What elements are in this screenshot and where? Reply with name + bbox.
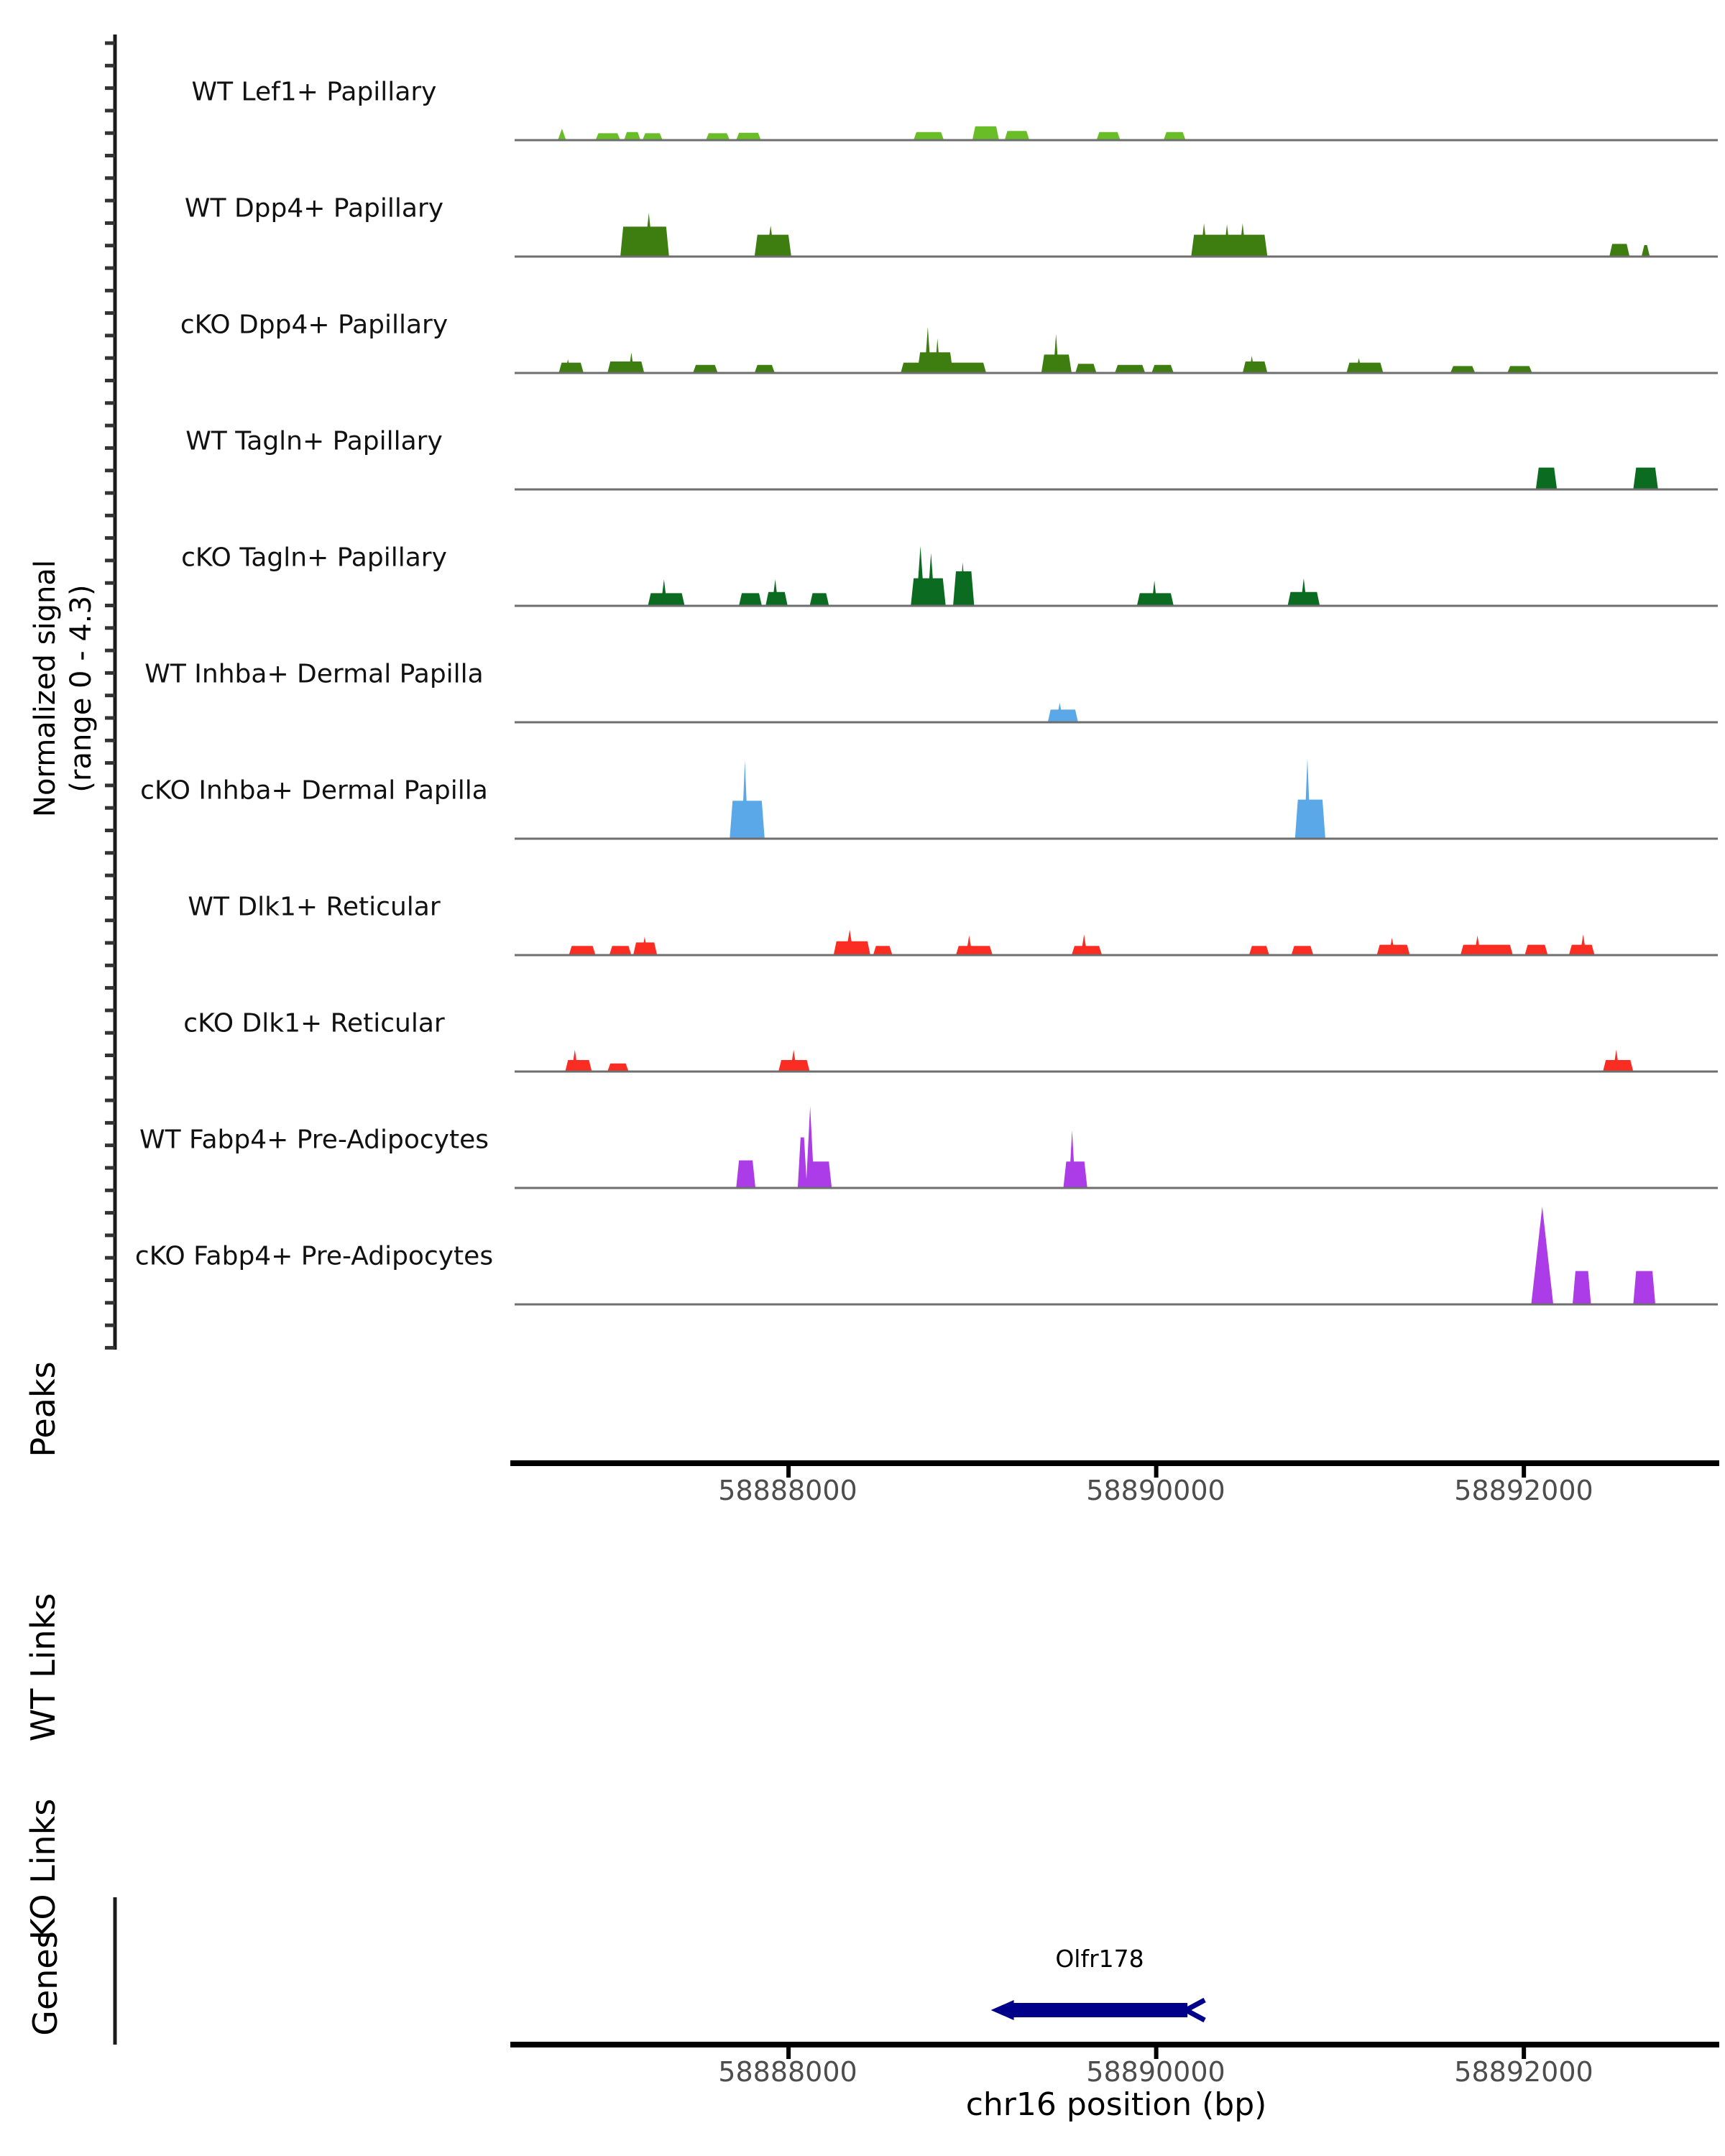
y-axis-tick <box>105 267 115 270</box>
signal-peak <box>1573 1271 1591 1304</box>
signal-peak <box>569 946 595 955</box>
signal-peak <box>1305 758 1311 839</box>
signal-peak <box>1536 468 1557 489</box>
y-axis-tick <box>105 356 115 360</box>
y-axis-tick <box>105 86 115 90</box>
y-axis-tick <box>105 536 115 540</box>
signal-peak <box>1524 945 1547 955</box>
signal-peak <box>1633 468 1658 489</box>
bottom-axis-line <box>510 2042 1719 2047</box>
gene-strand-chevron <box>1186 2000 1205 2020</box>
track-label-wt-inhba: WT Inhba+ Dermal Papilla <box>144 659 484 689</box>
y-axis-tick <box>105 401 115 405</box>
y-axis-tick <box>105 199 115 203</box>
signal-peak <box>1249 946 1269 955</box>
signal-peak <box>736 133 761 140</box>
track-baseline <box>515 139 1718 142</box>
x-axis-title: chr16 position (bp) <box>965 2086 1267 2123</box>
gene-strand-arrowhead <box>991 2000 1014 2020</box>
signal-peak <box>620 226 669 257</box>
signal-peak <box>806 1106 814 1188</box>
y-axis-tick <box>105 1346 115 1350</box>
signal-peak <box>1633 1271 1655 1304</box>
y-axis-tick <box>105 918 115 922</box>
signal-peak <box>1115 365 1145 373</box>
mid-axis-tick-label-1: 58888000 <box>718 1475 857 1506</box>
y-axis-tick <box>105 1279 115 1282</box>
mid-axis-tick-label-3: 58892000 <box>1454 1475 1593 1506</box>
y-axis-tick <box>105 176 115 180</box>
y-axis-tick <box>105 1143 115 1147</box>
track-label-cko-fabp4: cKO Fabp4+ Pre-Adipocytes <box>134 1241 494 1271</box>
track-baseline <box>515 838 1718 840</box>
track-label-wt-dpp4: WT Dpp4+ Papillary <box>184 193 444 224</box>
y-axis-tick <box>105 739 115 742</box>
signal-peak <box>742 760 748 839</box>
y-axis-tick <box>105 1211 115 1215</box>
y-axis-tick <box>105 1324 115 1327</box>
y-axis-tick <box>105 469 115 472</box>
y-axis-tick <box>105 221 115 225</box>
signal-peak <box>624 132 640 140</box>
signal-peak <box>1053 334 1059 373</box>
y-axis-tick <box>105 379 115 382</box>
signal-peak <box>661 579 667 606</box>
signal-peak <box>956 946 993 955</box>
y-axis-tick <box>105 42 115 45</box>
track-baseline <box>515 1071 1718 1073</box>
y-axis-tick <box>105 109 115 112</box>
signal-peak <box>1097 132 1121 140</box>
y-axis-tick <box>105 1256 115 1260</box>
signal-peak <box>1346 363 1383 373</box>
y-axis-title-line1: Normalized signal <box>29 560 62 817</box>
signal-peak <box>873 946 893 955</box>
signal-peak <box>1460 945 1513 955</box>
gene-body <box>1011 2003 1188 2017</box>
signal-peak <box>1151 365 1174 373</box>
y-axis-tick <box>105 581 115 585</box>
y-axis-tick <box>105 289 115 292</box>
y-axis-line <box>114 34 117 1350</box>
signal-peak <box>755 365 775 373</box>
y-axis-tick <box>105 896 115 900</box>
y-axis-tick <box>105 333 115 337</box>
track-baseline <box>515 489 1718 491</box>
bottom-axis-tick-label-2: 58890000 <box>1086 2056 1225 2088</box>
section-label-peaks: Peaks <box>24 1361 63 1457</box>
track-label-cko-inhba: cKO Inhba+ Dermal Papilla <box>140 775 488 806</box>
track-baseline <box>515 1187 1718 1189</box>
signal-peak <box>924 327 931 373</box>
signal-peak <box>558 363 584 373</box>
track-label-wt-lef1: WT Lef1+ Papillary <box>191 77 437 107</box>
track-label-cko-tagln: cKO Tagln+ Papillary <box>181 543 447 573</box>
section-label-ko-links: KO Links <box>24 1798 63 1940</box>
track-label-cko-dlk1: cKO Dlk1+ Reticular <box>183 1008 445 1038</box>
section-label-genes: Genes <box>26 1931 65 2036</box>
track-baseline <box>515 722 1718 724</box>
signal-peak <box>798 1138 807 1188</box>
signal-peak <box>1069 1130 1075 1188</box>
track-baseline <box>515 1304 1718 1306</box>
track-baseline <box>515 256 1718 258</box>
gene-name-label: Olfr178 <box>1055 1945 1144 1973</box>
y-axis-tick <box>105 986 115 990</box>
y-axis-tick <box>105 694 115 697</box>
y-axis-tick <box>105 1189 115 1192</box>
y-axis-tick <box>105 874 115 877</box>
track-label-wt-tagln: WT Tagln+ Papillary <box>185 426 443 456</box>
y-axis-tick <box>105 1301 115 1304</box>
y-axis-tick <box>105 132 115 135</box>
y-axis-tick <box>105 1121 115 1125</box>
track-baseline <box>515 605 1718 607</box>
signal-peak <box>736 1161 755 1188</box>
signal-peak <box>1243 361 1268 373</box>
signal-peak <box>739 593 762 606</box>
signal-peak <box>1609 244 1629 257</box>
y-axis-tick <box>105 717 115 720</box>
signal-peak <box>1081 934 1087 955</box>
bottom-axis-tick-label-3: 58892000 <box>1454 2056 1593 2088</box>
y-axis-tick <box>105 1233 115 1237</box>
y-axis-tick <box>105 1076 115 1079</box>
y-axis-tick <box>105 514 115 517</box>
track-label-wt-dlk1: WT Dlk1+ Reticular <box>188 892 441 922</box>
signal-peak <box>1164 132 1186 140</box>
y-axis-tick <box>105 558 115 562</box>
y-axis-tick <box>105 941 115 945</box>
y-axis-tick <box>105 154 115 157</box>
section-label-wt-links: WT Links <box>24 1593 63 1742</box>
y-axis-tick <box>105 626 115 630</box>
y-axis-title-line2: (range 0 - 4.3) <box>65 584 98 793</box>
signal-peak <box>1075 364 1096 373</box>
y-axis-tick <box>105 1031 115 1035</box>
y-axis-tick <box>105 829 115 832</box>
signal-peak <box>1063 1161 1087 1188</box>
signal-peak <box>1642 245 1650 257</box>
y-axis-tick <box>105 1054 115 1057</box>
track-label-wt-fabp4: WT Fabp4+ Pre-Adipocytes <box>139 1125 489 1155</box>
y-axis-tick <box>105 604 115 607</box>
y-axis-tick <box>105 1008 115 1012</box>
y-axis-tick <box>105 964 115 967</box>
y-axis-tick <box>105 1166 115 1170</box>
signal-peak <box>972 126 999 140</box>
bottom-axis-tick-label-1: 58888000 <box>718 2056 857 2088</box>
signal-peak <box>1005 131 1030 140</box>
track-label-cko-dpp4: cKO Dpp4+ Papillary <box>180 310 448 340</box>
signal-peak <box>607 1064 628 1072</box>
y-axis-tick <box>105 492 115 495</box>
y-axis-tick <box>105 671 115 675</box>
signal-peak <box>558 129 566 140</box>
y-axis-tick <box>105 64 115 68</box>
signal-peak <box>565 1060 592 1072</box>
y-axis-tick <box>105 244 115 247</box>
mid-axis-tick-label-2: 58890000 <box>1086 1475 1225 1506</box>
y-axis-tick <box>105 1099 115 1102</box>
y-axis-tick <box>105 783 115 787</box>
genes-bracket-line <box>114 1897 117 2045</box>
y-axis-tick <box>105 761 115 765</box>
signal-peak <box>916 546 925 606</box>
y-axis-tick <box>105 446 115 450</box>
signal-peak <box>810 593 829 606</box>
signal-peak <box>966 936 972 955</box>
track-baseline <box>515 372 1718 374</box>
y-axis-tick <box>105 649 115 653</box>
signal-peak <box>1292 946 1314 955</box>
track-baseline <box>515 954 1718 957</box>
y-axis-tick <box>105 311 115 315</box>
signal-peak <box>1531 1207 1553 1304</box>
y-axis-tick <box>105 851 115 854</box>
signal-peak <box>693 365 718 373</box>
y-axis-tick <box>105 424 115 428</box>
y-axis-title <box>27 560 99 817</box>
signal-peak <box>610 946 632 955</box>
y-axis-tick <box>105 806 115 810</box>
signal-peak <box>914 132 944 140</box>
signal-peak <box>607 361 644 373</box>
mid-axis-line <box>510 1460 1719 1466</box>
